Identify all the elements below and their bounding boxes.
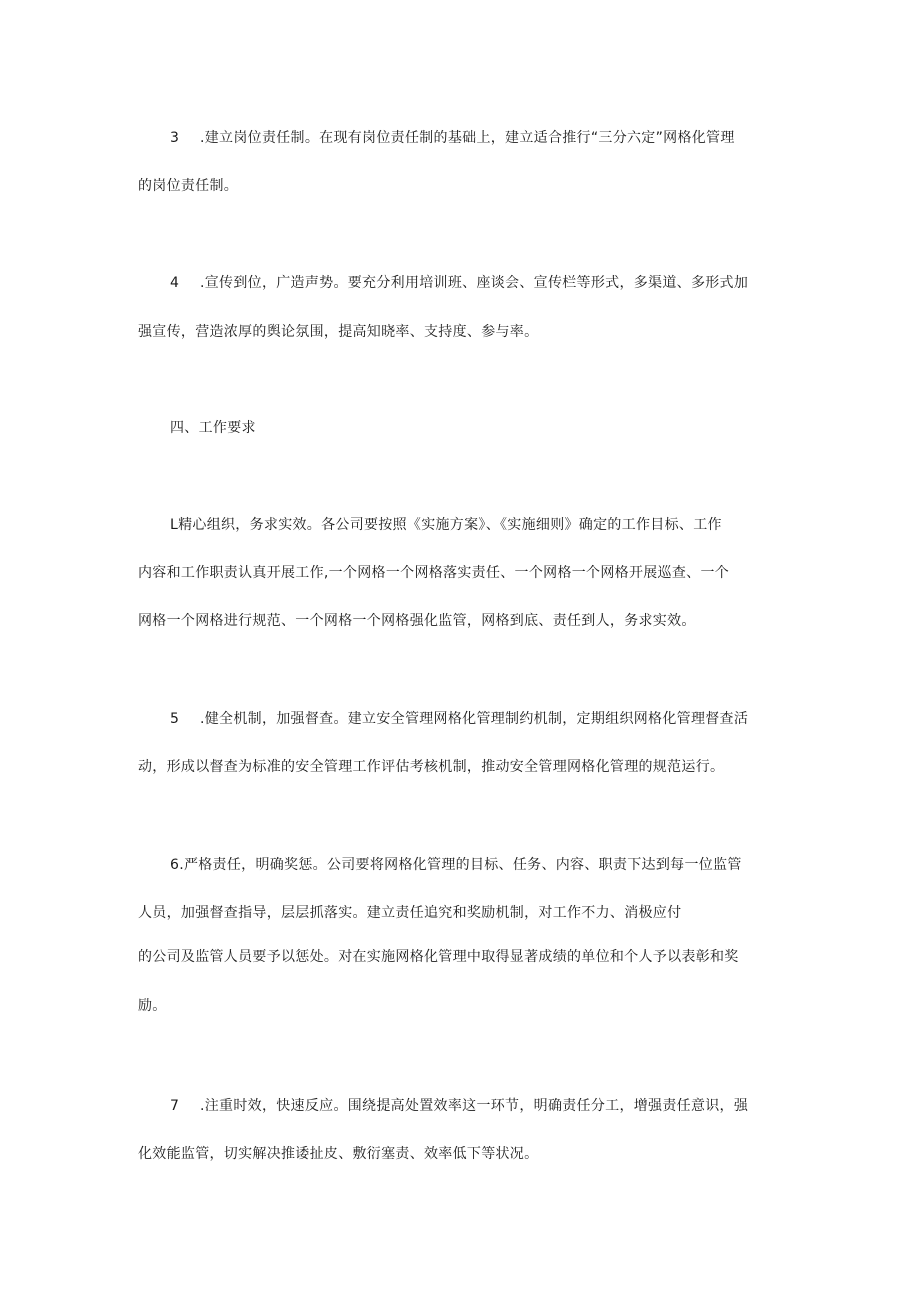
item-3-line-1	[170, 128, 788, 148]
item-3-text: .建立岗位责任制。在现有岗位责任制的基础上，建立适合推行“三分六定”网格化管理	[200, 130, 735, 146]
item-7-number: 7	[170, 1098, 180, 1114]
item-6-line-2: 人员，加强督查指导，层层抓落实。建立责任追究和奖励机制，对工作不力、消极应付	[138, 905, 682, 921]
item-4-line-2: 强宣传，营造浓厚的舆论氛围，提高知晓率、支持度、参与率。	[138, 324, 539, 340]
item-5-number: 5	[170, 711, 180, 727]
item-4-number: 4	[170, 275, 180, 291]
item-l-line-3: 网格一个网格进行规范、一个网格一个网格强化监管，网格到底、责任到人，务求实效。	[138, 613, 696, 629]
item-7-line-2: 化效能监管，切实解决推诿扯皮、敷衍塞责、效率低下等状况。	[138, 1146, 539, 1162]
item-l-line-1: L精心组织，务求实效。各公司要按照《实施方案》、《实施细则》确定的工作目标、工作	[170, 517, 722, 533]
item-5-line-1	[170, 709, 788, 729]
item-4-text: .宣传到位，广造声势。要充分利用培训班、座谈会、宣传栏等形式，多渠道、多形式加	[200, 275, 749, 291]
item-6-line-3: 的公司及监管人员要予以惩处。对在实施网格化管理中取得显著成绩的单位和个人予以表彰和奖	[138, 949, 739, 965]
item-3-number: 3	[170, 130, 180, 146]
section-heading: 四、工作要求	[170, 420, 256, 436]
item-3-line-2: 的岗位责任制。	[138, 178, 239, 194]
item-6-line-1: 6.严格责任，明确奖惩。公司要将网格化管理的目标、任务、内容、职责下达到每一位监管	[170, 857, 742, 873]
item-l-line-2: 内容和工作职责认真开展工作,一个网格一个网格落实责任、一个网格一个网格开展巡查、一个	[138, 565, 730, 581]
item-6-line-4: 励。	[138, 998, 167, 1014]
item-4-line-1	[170, 273, 788, 293]
item-5-text: .健全机制，加强督查。建立安全管理网格化管理制约机制，定期组织网格化管理督查活	[200, 711, 749, 727]
item-7-line-1	[170, 1096, 788, 1116]
item-5-line-2: 动，形成以督查为标准的安全管理工作评估考核机制，推动安全管理网格化管理的规范运行。	[138, 759, 725, 775]
item-7-text: .注重时效，快速反应。围绕提高处置效率这一环节，明确责任分工，增强责任意识，强	[200, 1098, 749, 1114]
